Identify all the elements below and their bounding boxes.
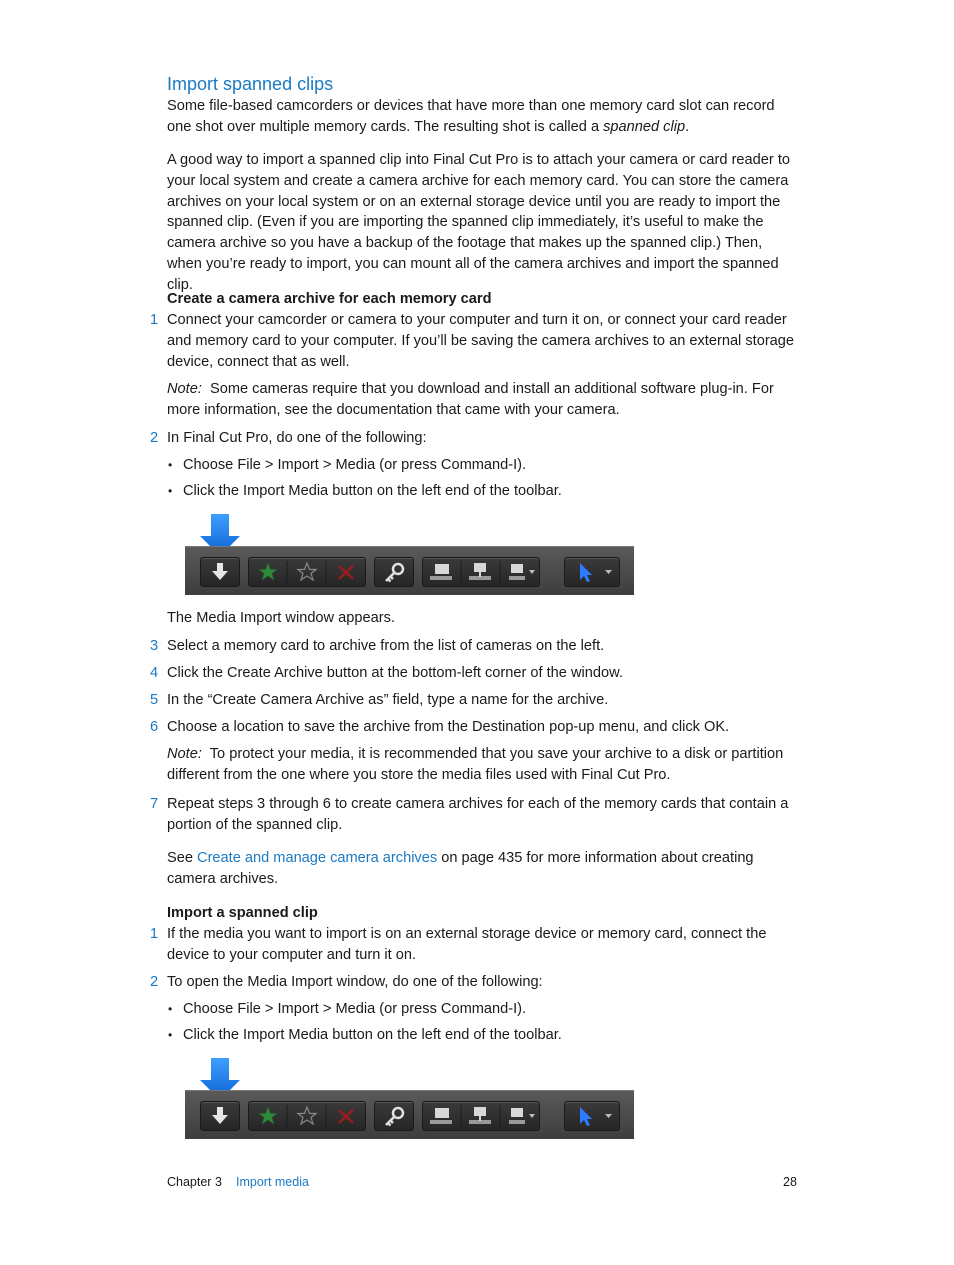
intro-text: Some file-based camcorders or devices that have more than one memory card slot can record one shot over multiple memory cards. The resulting shot is called a (167, 98, 775, 135)
intro-text-end: . (685, 118, 690, 135)
task1-note-2 (167, 744, 799, 786)
bullet-dot: • (168, 1028, 173, 1042)
see-text: See (167, 850, 198, 866)
step-text: In Final Cut Pro, do one of the following: (167, 430, 427, 446)
step-number: 1 (150, 926, 159, 942)
step-number: 5 (150, 692, 159, 708)
footer-chapter: Chapter 3 (167, 1175, 222, 1189)
task1-step-2 (150, 428, 800, 449)
task1-bullet-1 (167, 455, 797, 476)
import-arrow-icon (201, 1102, 239, 1130)
step-number: 2 (150, 974, 159, 990)
task1-step-3 (150, 636, 800, 657)
task1-step-1 (150, 310, 800, 372)
note-text: Some cameras require that you download and install an additional software plug-in. For more information, see the documentation that came with your camera. (167, 381, 774, 418)
select-tool-button[interactable] (564, 1101, 620, 1131)
step-text: If the media you want to import is on an external storage device or memory card, connect the device to your computer and turn it on. (167, 926, 767, 963)
note-label: Note: (167, 381, 202, 397)
key-icon (375, 558, 413, 586)
task1-title: Create a camera archive for each memory card (167, 291, 492, 307)
task1-step-4 (150, 663, 800, 684)
step-text: Connect your camcorder or camera to your computer and turn it on, or connect your card reader and memory card to your computer. If you’ll be saving the camera archives to an external storage device, connect that as well. (167, 312, 795, 370)
favorite-star-icon (249, 558, 365, 586)
step-number: 1 (150, 312, 159, 328)
rating-button-group[interactable] (248, 557, 366, 587)
task2-step-2 (150, 972, 800, 993)
task2-bullet-2 (167, 1025, 797, 1046)
task1-step-5 (150, 690, 800, 711)
edit-button-group[interactable] (422, 557, 540, 587)
pointer-arrow-icon (565, 1102, 619, 1130)
toolbar-illustration (185, 1090, 634, 1139)
bullet-text: Choose File > Import > Media (or press Command-I). (183, 457, 527, 473)
select-tool-button[interactable] (564, 557, 620, 587)
intro-paragraph-2: A good way to import a spanned clip into Final Cut Pro is to attach your camera or card reader to your local system and create a camera archive for each memory card. You can store the camera archives on your local system or on an external storage device until you are ready to import the spanned clip. (Even if you are importing the spanned clip immediately, it’s useful to make the camera archive so you have a backup of the footage that makes up the spanned clip.) Then, when you’re ready to import, you can mount all of the camera archives and import the spanned clip. (167, 152, 790, 293)
edit-button-group[interactable] (422, 1101, 540, 1131)
task1-bullet-2 (167, 481, 797, 502)
bullet-text: Click the Import Media button on the left end of the toolbar. (183, 483, 562, 499)
keyword-button[interactable] (374, 1101, 414, 1131)
keyword-button[interactable] (374, 557, 414, 587)
step-text: Click the Create Archive button at the bottom-left corner of the window. (167, 665, 623, 681)
task2-bullet-1 (167, 999, 797, 1020)
step-text: In the “Create Camera Archive as” field, type a name for the archive. (167, 692, 609, 708)
rating-button-group[interactable] (248, 1101, 366, 1131)
step-number: 3 (150, 638, 159, 654)
task1-step-7 (150, 794, 800, 836)
favorite-star-icon (249, 1102, 365, 1130)
bullet-text: Click the Import Media button on the left end of the toolbar. (183, 1027, 562, 1043)
camera-archives-link[interactable]: Create and manage camera archives (197, 850, 438, 866)
bullet-dot: • (168, 458, 173, 472)
intro-paragraph-1 (167, 96, 799, 138)
step-text: Choose a location to save the archive from the Destination pop-up menu, and click OK. (167, 719, 730, 735)
task1-step-6 (150, 717, 800, 738)
bullet-dot: • (168, 484, 173, 498)
pointer-arrow-icon (565, 558, 619, 586)
edit-mode-icons (423, 558, 539, 586)
step-number: 7 (150, 796, 159, 812)
step-number: 2 (150, 430, 159, 446)
import-media-button[interactable] (200, 557, 240, 587)
footer-page-number: 28 (783, 1175, 797, 1189)
step-text: To open the Media Import window, do one of the following: (167, 974, 543, 990)
task1-note-1 (167, 379, 799, 421)
note-text: To protect your media, it is recommended that you save your archive to a disk or partition different from the one where you store the media files used with Final Cut Pro. (167, 746, 784, 783)
task2-title: Import a spanned clip (167, 905, 318, 921)
step-text: Select a memory card to archive from the list of cameras on the left. (167, 638, 605, 654)
section-heading: Import spanned clips (167, 74, 334, 94)
media-import-appears: The Media Import window appears. (167, 610, 395, 626)
task2-step-1 (150, 924, 800, 966)
note-label: Note: (167, 746, 202, 762)
bullet-dot: • (168, 1002, 173, 1016)
toolbar-illustration (185, 546, 634, 595)
import-arrow-icon (201, 558, 239, 586)
see-also-paragraph (167, 848, 799, 890)
key-icon (375, 1102, 413, 1130)
step-number: 4 (150, 665, 159, 681)
edit-mode-icons (423, 1102, 539, 1130)
footer-chapter-link[interactable]: Import media (236, 1175, 309, 1189)
bullet-text: Choose File > Import > Media (or press Command-I). (183, 1001, 527, 1017)
see-text-end: on page 435 for more information about creating camera archives. (167, 850, 754, 887)
step-number: 6 (150, 719, 159, 735)
import-media-button[interactable] (200, 1101, 240, 1131)
intro-emphasis: spanned clip (603, 118, 686, 135)
step-text: Repeat steps 3 through 6 to create camera archives for each of the memory cards that contain a portion of the spanned clip. (167, 796, 789, 833)
